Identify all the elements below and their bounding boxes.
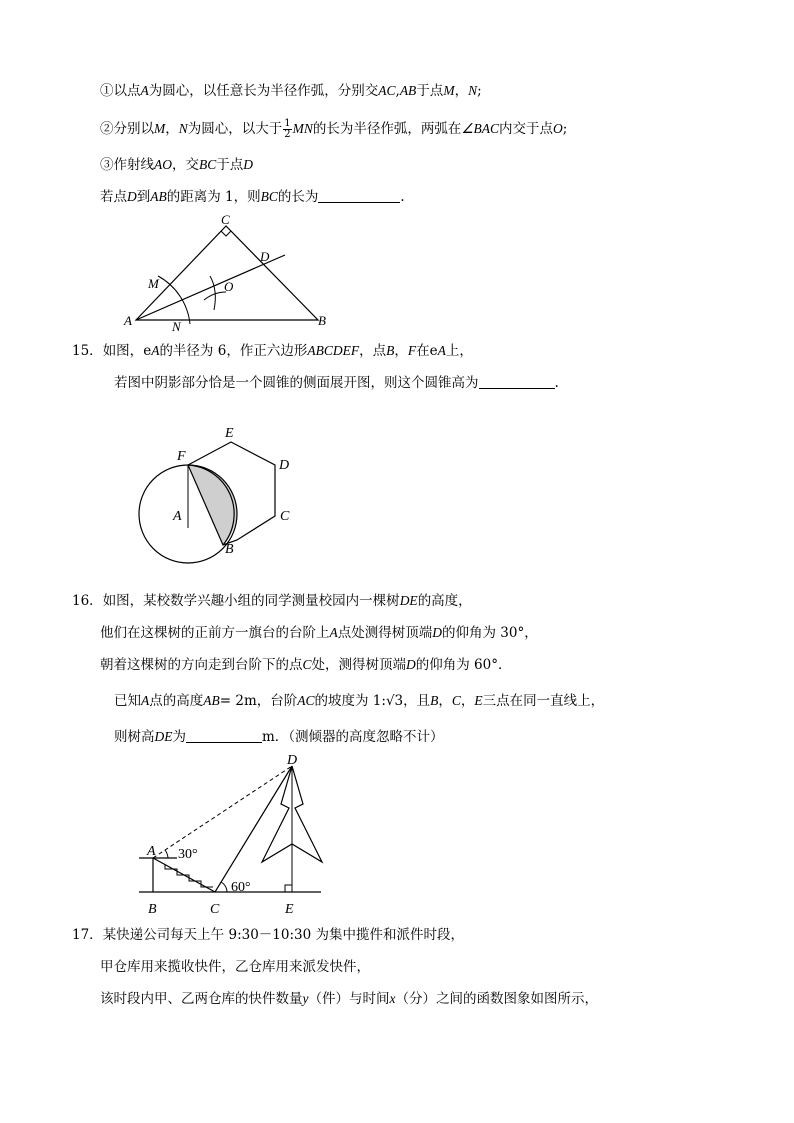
text: 的坡度为 1:√3，且: [314, 693, 431, 709]
var: DE: [399, 593, 418, 608]
var: M: [443, 83, 455, 98]
text: .: [400, 189, 405, 205]
label-e: E: [225, 426, 234, 441]
text: 三点在同一直线上，: [482, 693, 605, 709]
var: F: [407, 343, 417, 358]
q14-step3: [100, 156, 253, 174]
var: D: [127, 189, 137, 204]
var: D: [432, 625, 442, 640]
text: （分）之间的函数图象如图所示，: [395, 991, 598, 1007]
var: A: [141, 693, 150, 708]
question-number: 16．: [72, 593, 103, 609]
text: 如图，: [102, 343, 144, 359]
var: A: [151, 343, 160, 358]
var: AC: [297, 693, 315, 708]
label-d: D: [287, 753, 298, 768]
triangle-abc: [136, 226, 318, 320]
text: ;: [562, 121, 568, 137]
right-angle-mark: [221, 231, 231, 236]
text: 已知: [114, 693, 141, 709]
label-angle-60: 60°: [231, 880, 251, 895]
text: ，: [454, 83, 469, 99]
question-number: 15．: [72, 343, 103, 359]
label-d: D: [279, 458, 290, 473]
q16-line2: [100, 624, 538, 642]
angle: ∠BAC: [461, 121, 499, 136]
text: 的半径为 6，作正六边形: [159, 343, 308, 359]
text: .: [554, 375, 559, 391]
text: ①以点: [100, 83, 141, 99]
text: ③作射线: [100, 157, 154, 173]
label-e: E: [285, 902, 294, 917]
var: C: [302, 657, 312, 672]
text: 于点: [216, 157, 244, 173]
text: e: [143, 343, 152, 359]
var: N: [178, 121, 188, 136]
q16-line4: [114, 692, 604, 710]
var: AB: [399, 83, 417, 98]
label-a: A: [173, 509, 182, 524]
var: BC: [260, 189, 278, 204]
q16-line1: [72, 592, 472, 610]
answer-blank[interactable]: [318, 188, 400, 203]
text: ，: [460, 693, 475, 709]
var: B: [386, 343, 395, 358]
text: 若图中阴影部分恰是一个圆锥的侧面展开图，则这个圆锥高为: [114, 375, 479, 391]
label-b: B: [318, 313, 326, 328]
text: ，: [165, 121, 179, 137]
text: 的仰角为 60°．: [415, 657, 512, 673]
q17-line2: [100, 958, 370, 976]
label-b: B: [148, 902, 157, 917]
var: N: [468, 83, 478, 98]
var: ABCDEF: [307, 343, 360, 358]
text: 在: [416, 343, 430, 359]
var: A: [140, 83, 149, 98]
text: 为: [172, 729, 186, 745]
label-a: A: [147, 844, 156, 859]
label-f: F: [177, 449, 186, 464]
text: 如图，某校数学兴趣小组的同学测量校园内一棵树: [102, 593, 400, 609]
label-c: C: [280, 509, 290, 524]
text: 的长为: [277, 189, 319, 205]
text: e: [429, 343, 438, 359]
text: = 2m，台阶: [219, 693, 298, 709]
text: ，点: [359, 343, 387, 359]
var: AB: [150, 189, 167, 204]
q14-question: [100, 188, 405, 206]
text: 的高度，: [417, 593, 472, 609]
text: 处，测得树顶端: [311, 657, 407, 673]
right-angle-e: [285, 885, 292, 892]
var: y: [302, 991, 309, 1006]
arc-30: [165, 850, 168, 858]
answer-blank[interactable]: [479, 374, 555, 389]
text: 点处测得树顶端: [337, 625, 433, 641]
text: 点的高度: [149, 693, 204, 709]
q14-step2: [100, 116, 567, 142]
text: 上，: [445, 343, 473, 359]
label-a: A: [124, 313, 132, 328]
text: m．（测倾器的高度忽略不计）: [262, 729, 444, 745]
label-b: B: [225, 542, 234, 557]
label-c: C: [221, 212, 230, 227]
var: A: [329, 625, 338, 640]
q17-line1: [72, 926, 464, 944]
answer-blank[interactable]: [186, 728, 262, 743]
var: DE: [154, 729, 173, 744]
text: ②分别以: [100, 121, 154, 137]
var: M: [154, 121, 166, 136]
text: ，: [394, 343, 408, 359]
label-o: O: [224, 279, 234, 294]
var: O: [553, 121, 563, 136]
text: 于点: [416, 83, 444, 99]
q14-figure: [118, 212, 338, 334]
q16-line3: [100, 656, 512, 674]
var: C: [451, 693, 461, 708]
text: 为圆心，以任意长为半径作弧，分别交: [148, 83, 379, 99]
text: 的长为半径作弧，两弧在: [312, 121, 462, 137]
text: ，交: [172, 157, 199, 173]
var: x: [389, 991, 396, 1006]
sight-line-c: [215, 766, 292, 892]
var: AC: [378, 83, 396, 98]
fraction-numerator: 1: [284, 118, 291, 129]
text: （件）与时间: [308, 991, 390, 1007]
q16-line5: [114, 728, 444, 746]
text: 甲仓库用来揽收快件，乙仓库用来派发快件，: [100, 959, 370, 975]
q15-line1: [72, 342, 473, 360]
var: E: [474, 693, 483, 708]
q14-step1: [100, 82, 482, 100]
var: D: [243, 157, 254, 172]
text: 若点: [100, 189, 127, 205]
fraction: [283, 119, 291, 140]
text: 他们在这棵树的正前方一旗台的台阶上: [100, 625, 330, 641]
label-d: D: [260, 249, 270, 264]
text: 内交于点: [499, 121, 553, 137]
q15-line2: [114, 374, 559, 392]
label-m: M: [148, 276, 159, 291]
var: BC: [199, 157, 217, 172]
text: 到: [136, 189, 151, 205]
q15-figure: [135, 420, 305, 565]
text: 的距离为 1，则: [166, 189, 261, 205]
text: 某快递公司每天上午 9:30－10:30 为集中揽件和派件时段，: [102, 927, 464, 943]
fraction-denominator: 2: [284, 129, 291, 140]
text: 该时段内甲、乙两仓库的快件数量: [100, 991, 303, 1007]
text: ;: [477, 83, 482, 99]
text: 的仰角为 30°，: [442, 625, 538, 641]
arc-mn: [158, 276, 190, 324]
var: B: [430, 693, 439, 708]
label-c: C: [210, 902, 220, 917]
q17-line3: [100, 990, 598, 1008]
var: A: [437, 343, 446, 358]
label-angle-30: 30°: [178, 847, 198, 862]
text: 朝着这棵树的方向走到台阶下的点: [100, 657, 303, 673]
text: 为圆心，以大于: [187, 121, 283, 137]
arc-60: [221, 882, 227, 892]
var: AO: [154, 157, 172, 172]
text: ,: [395, 83, 400, 99]
q16-figure: [135, 752, 335, 920]
var: D: [406, 657, 416, 672]
text: 则树高: [114, 729, 155, 745]
arc-o-1: [210, 276, 215, 310]
label-n: N: [172, 319, 181, 334]
var: AB: [203, 693, 220, 708]
var: MN: [292, 121, 313, 136]
question-number: 17．: [72, 927, 103, 943]
text: ，: [438, 693, 452, 709]
